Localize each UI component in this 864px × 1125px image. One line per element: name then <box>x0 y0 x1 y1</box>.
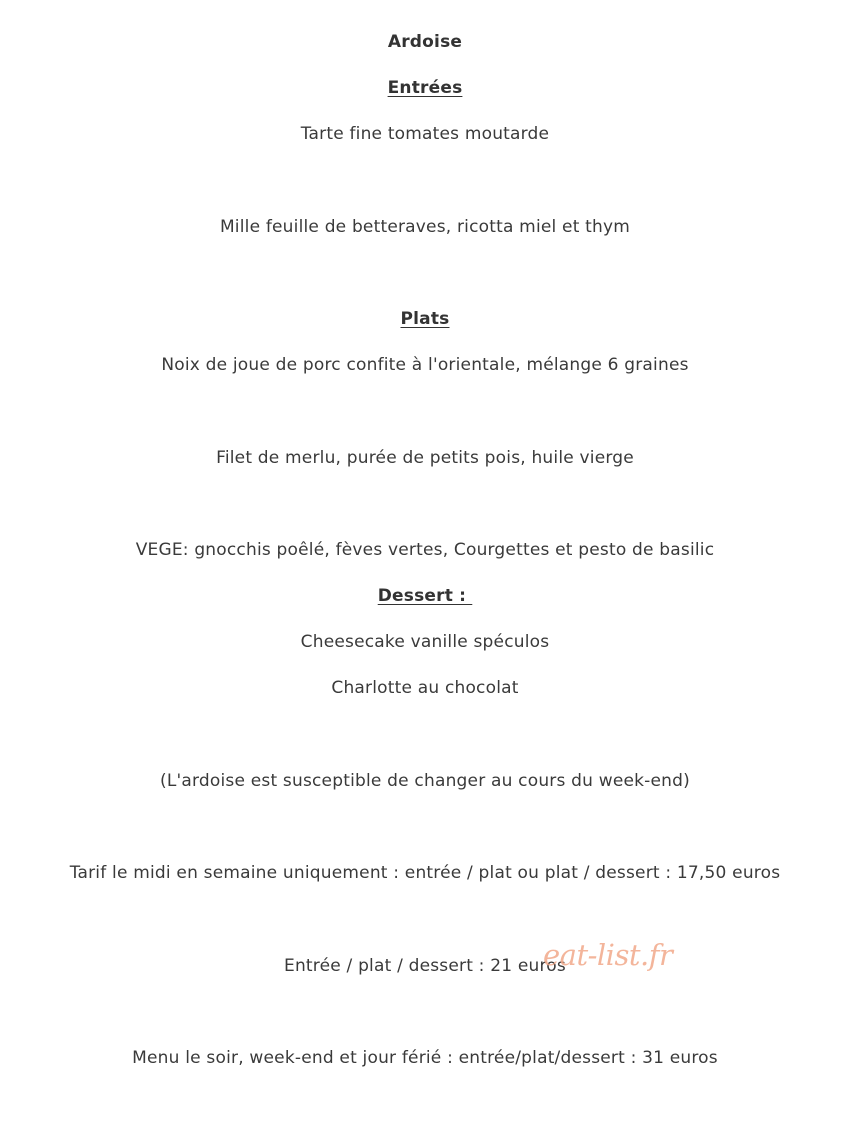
menu-item-dessert-1: Cheesecake vanille spéculos <box>300 632 550 652</box>
tarif-midi: Tarif le midi en semaine uniquement : entrée / plat ou plat / dessert : 17,50 euros <box>69 863 781 883</box>
menu-item-plat-1: Noix de joue de porc confite à l'orientale, mélange 6 graines <box>161 355 689 375</box>
menu-item-entree-1: Tarte fine tomates moutarde <box>300 124 550 144</box>
menu-item-plat-2: Filet de merlu, purée de petits pois, huile vierge <box>216 448 634 468</box>
change-notice: (L'ardoise est susceptible de changer au cours du week-end) <box>160 771 690 791</box>
tarif-complet: Entrée / plat / dessert : 21 euros <box>284 956 566 976</box>
section-heading-plats: Plats <box>400 309 450 329</box>
menu-item-entree-2: Mille feuille de betteraves, ricotta miel et thym <box>219 217 631 237</box>
page-title: Ardoise <box>387 32 463 52</box>
menu-soir: Menu le soir, week-end et jour férié : entrée/plat/dessert : 31 euros <box>132 1048 718 1068</box>
section-heading-entrees: Entrées <box>387 78 463 98</box>
watermark-logo: eat-list.fr <box>543 938 673 972</box>
menu-item-dessert-2: Charlotte au chocolat <box>331 678 519 698</box>
section-heading-dessert: Dessert : <box>377 586 473 606</box>
menu-item-plat-3: VEGE: gnocchis poêlé, fèves vertes, Courgettes et pesto de basilic <box>135 540 715 560</box>
